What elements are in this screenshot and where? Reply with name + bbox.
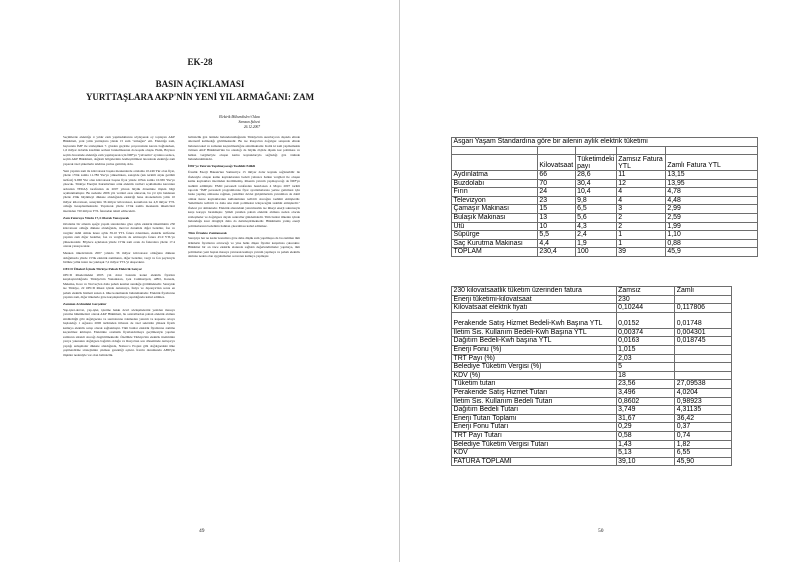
row-label: KDV (%) <box>452 371 617 380</box>
row-label: Enerji Tutarı Toplamı <box>452 414 617 423</box>
row-label: Süpürge <box>452 231 538 240</box>
table-row <box>452 449 732 458</box>
row-label: Bulaşık Makinası <box>452 213 538 222</box>
table-cell: 0,117806 <box>675 304 732 313</box>
invoice-breakdown-table <box>451 286 732 466</box>
table-row <box>452 188 758 197</box>
table-row <box>452 337 732 346</box>
page-number: 49 <box>199 528 205 534</box>
row-label: Fırın <box>452 188 538 197</box>
title-line-2: YURTTAŞLARA AKP'NİN YENİ YIL ARMAĞANI: ZAM <box>85 92 315 102</box>
byline-place: Samsun Şubesi <box>238 120 260 124</box>
table-cell: 0,37 <box>675 423 732 432</box>
column-header: Kilovatsaat <box>537 155 575 171</box>
table-header-row <box>452 287 732 296</box>
row-label: Dağıtım Bedeli Tutarı <box>452 406 617 415</box>
row-label: Buzdolabı <box>452 179 538 188</box>
section-heading: Zam Faturaya Yüzde 17,4 Olarak Yansıyacak <box>63 215 130 220</box>
table-row <box>452 363 732 372</box>
empty-cell <box>537 147 575 155</box>
table-cell: 1,43 <box>616 440 675 449</box>
text-column-left <box>63 135 175 535</box>
table-cell: 13 <box>537 213 575 222</box>
column-header: Tüketimdeki payı <box>577 156 615 170</box>
table-cell: 70 <box>537 179 575 188</box>
row-label: TRT Payı (%) <box>452 354 617 363</box>
table-row <box>452 414 732 423</box>
table-cell: 1,99 <box>665 222 757 231</box>
title-line-1: BASIN AÇIKLAMASI <box>155 79 245 89</box>
table-cell: 10,4 <box>575 188 616 197</box>
table-cell: 4,78 <box>665 188 757 197</box>
byline-org: Elektrik Mühendisleri Odası <box>219 115 260 119</box>
table-cell <box>675 371 732 380</box>
row-label: Enerji tüketimi-kilovatsaat <box>452 295 617 304</box>
section-heading: İMF'ye Yatırım Yapılmayacağı Taahhüt Edildi <box>188 164 256 169</box>
body-paragraph: Seçimlerde elektriğe 4 yıldır zam yapmadıklarını söyleyerek oy toplayan AKP Hükümeti, yeni yılda yurttaşlara yüzde 15 zam "armağan" etti. Elektriğe zam, başvurula İMF ile sözleştiken 7. gözden geçirme çerçevesinde karara bağlanırken, 1,6 milyar dolarlık kredinin serbest bırakılmasının da koşulu oluştu. Ekim, Böylece seçim öncesinde elektriğe zam yapmayarak için İMF'ye "yalvarma" ayrıntısı sadece, seçim AKP Hükümeti, dağıtım bölgelerinin özelleştirilmesi öncesinde elektriğe zam yaparak özel şirketlerin talebine yerine getirmiş oldu. <box>63 135 175 166</box>
table-cell: 39 <box>616 248 665 257</box>
table-cell: 0,88 <box>665 239 757 248</box>
body-paragraph: Yeni yapılan zam ile kilovatsaat başına meskenlerde ortalama 10.246 Ykr olan fiyat, yüzde 15'lik zamla 11.786 Ykr'ye yükselirken, sanayide (tek terimli alçak gerilim tarifesi) 9.968 Ykr olan kilovatsaat başına fiyat yüzde 10'luk zamla 10.965 Ykr'ye çıkacak. Türkiye Enerjisi Kurumu'nun artık elektrik verileri açıklamama kararının ardından TEDAŞ tarafından da 2007 yılının büyük dönemine ilişkin bilgi açıklanmamıştır. Bu nedenle 2006 yılı verileri esas alınacak, bu yıl için beklenen yüzde 4'lük büyümeyi dikkate alındığında elektriği hane abonelerinin yılda 10 milyar kilovatsaat, sanayinin 36 milyar kilovatsaat, konutların ise 4,8 milyar YTL olduğu hesaplanmaktadır. Yapılacak yüzde 15'lik zamla meskenin tüketicileri üzerinden 720 milyon YTL faturadan tahsil edilecektir. <box>63 168 175 213</box>
row-label: TOPLAM <box>452 248 538 257</box>
table-cell: 4,3 <box>575 222 616 231</box>
table-cell: 23,56 <box>616 380 675 389</box>
table-row <box>452 171 758 180</box>
column-header <box>452 155 538 171</box>
table-row <box>452 388 732 397</box>
body-paragraph: OECD ülkelerindeki 2005 yılı dolar bazında konut elektrik fiyatları karşılaştırıldığında Türkiye'nin Yunanistan, Çek Cumhuriyeti, ABD, Kanada, Meksika, Kore ve Norveç'ten daha pahalı kesmet sunduğu görülmektedir. Sanayide ise Türkiye, 22 OECD ülkesi içinde Avusturya, İtalya ve Japonya'dan sonra en pahalı elektrik hizmeti sunan 4. ülke konumunda bulunmaktadır. Elektrik fiyatlarına yapılan zam, diğer ülkelerle göre karşılaştırmaya yapıldığında kabul edilmez. <box>63 272 175 300</box>
row-label: Perakende Satış Hizmet Tutarı <box>452 388 617 397</box>
table-cell: 2,99 <box>665 205 757 214</box>
row-label: FATURA TOPLAMI <box>452 457 617 466</box>
table-cell: 230,4 <box>537 248 575 257</box>
table-cell: 3,496 <box>616 388 675 397</box>
table-row <box>452 312 732 328</box>
table-cell: 1 <box>616 231 665 240</box>
column-header: Zamlı <box>675 287 732 296</box>
table-cell: 0,01748 <box>675 312 732 328</box>
table-row <box>452 371 732 380</box>
table-cell: 13,95 <box>665 179 757 188</box>
table-cell: 1,9 <box>575 239 616 248</box>
table-cell: 15 <box>537 205 575 214</box>
table-cell: 3,749 <box>616 406 675 415</box>
table-cell: 45,90 <box>675 457 732 466</box>
table-cell: 23 <box>537 196 575 205</box>
table-cell: 11 <box>616 171 665 180</box>
table-row <box>452 431 732 440</box>
row-label: Televizyon <box>452 196 538 205</box>
table-cell: 5 <box>616 363 675 372</box>
column-header: Zamsız Fatura YTL <box>616 155 665 171</box>
row-label: Enerji Fonu Tutarı <box>452 423 617 432</box>
row-label: Belediye Tüketim Vergisi Tutarı <box>452 440 617 449</box>
table-cell: 0,29 <box>616 423 675 432</box>
table-row <box>452 380 732 389</box>
table-cell: 5,5 <box>537 231 575 240</box>
table-cell: 27,09538 <box>675 380 732 389</box>
row-label: İletim Sis. Kullanım Bedeli Tutarı <box>452 397 617 406</box>
byline-date: 26.12.2007 <box>243 125 260 129</box>
table-cell: 1 <box>616 239 665 248</box>
row-label: Ütü <box>452 222 538 231</box>
table-cell: 4,31135 <box>675 406 732 415</box>
table-cell: 2,4 <box>575 231 616 240</box>
table-cell: 230 <box>616 295 675 304</box>
empty-cell <box>616 147 665 155</box>
table-cell: 13,15 <box>665 171 757 180</box>
section-heading: Zammın Ardındaki Gerçekler <box>63 302 107 307</box>
table-cell: 24 <box>537 188 575 197</box>
table-cell: 0,74 <box>675 431 732 440</box>
table-cell: 0,0163 <box>616 337 675 346</box>
row-label: KDV <box>452 449 617 458</box>
body-paragraph: Yap-işlet-devret, yap-işlet, işletme hakkı devri sözleşmelerini yeniden masaya yatırma hükümetleri olarak AKP Hükümeti, bu santrallardan pahalı elektrik alımını sürdürdüğü gibi doğalgazına ve santralarına ödemeden yatırım ve kapasite ortaya başlandığı 1 Ağustos 2006 tarihinden itibaren de özel sektörün yüksek fiyatlı kamuya elektrik satışı olarak sağlanmıştır. Tüm bunlar elektrik fiyatlarına zamma kaçınılmaz kılmıştır. Elektrikte otomatik fiyatlandırmaya geçilmesiyle yapılan zamların sürekli olacağı öngörülmektedir. Özellikle Türkiye'nin elektrik üretiminin yarıya yakınının doğalgaza bağımlı olduğu ve Rusya'nın son döneminde Avrupa'ya yaptığı anlaşmalar dikkate alındığında, Nabucco Projesi gibi doğalgazdaki ülke çeşitlendirme stratejisinin çıkması gerektiği açıktır. İran'ın durumunda ABD'yle ilişkiler nedeniyle var olan belirsizlik. <box>63 308 175 357</box>
row-label: Kilovatsaat elektrik fiyatı <box>452 304 617 313</box>
table-cell: 45,9 <box>665 248 757 257</box>
table-cell: 5,13 <box>616 449 675 458</box>
table-cell: 12 <box>616 179 665 188</box>
table-row <box>452 179 758 188</box>
table-row <box>452 423 732 432</box>
table-cell: 66 <box>537 171 575 180</box>
table-cell: 6,55 <box>675 449 732 458</box>
table-spacer-row <box>452 147 758 155</box>
row-label: Çamaşır Makinası <box>452 205 538 214</box>
appliance-consumption-table <box>451 137 758 257</box>
table-cell <box>675 354 732 363</box>
body-paragraph: Üstelik Enerji Bakanı'nın Samsun'ye 15 milyar dolar kaynak sağlanabilir ile ifadesiyle oluşan kamu kaynaklarının bedeli yalnızca halkın vergileri ile oluşan kamu kaynakları üzerinden üretilmemiş, ülkenin yatırım yapmayacağı da İMF'ye taahhüt edilmiştir. EMO personeli tarafından hazırlanan 4 Mayıs 2007 tarihli raporda "İMF personeli programlarına fiyat ayarlamalarına yerine getirmesi için baskı yapmış olmasına rağmen, yetkililer devlet girişimlerinin yatırımları da dahil olmak üzere kaynaklarının kullanımının tedbirli olacağını taahhüt etmişlerdir. Yetkililerin tedbirli ve daha sıkı mali politikalar izleyeceğini taahhüt etmişlerdir." ifadesi yer almaktadır. Elektrik alanındaki yatırımsızlık ise ülkeyi enerji sıkıntısıyla karşı karşıya bırakmıştır. Şimdi yeniden pahalı elektrik alımına neden olacak sözleşmeler ve doğalgaza dayalı santraller gündemdedir. Tüm bunlar ülkenin içinde bulunduğu kısır döngüyü daha da derinleştirmektedir. Hükümetin yanlış enerji politikalarının bedelinin halktan çıkarılması kabul edilemez. <box>188 170 300 228</box>
table-cell: 2 <box>616 222 665 231</box>
row-label: TRT Payı Tutarı <box>452 431 617 440</box>
table-cell: 1,015 <box>616 345 675 354</box>
page-number: 50 <box>598 528 604 534</box>
table-cell: 0,018745 <box>675 337 732 346</box>
table-cell: 1,82 <box>675 440 732 449</box>
table-cell <box>675 345 732 354</box>
empty-cell <box>452 147 538 155</box>
table-cell: 4 <box>616 196 665 205</box>
table-cell: 0,0152 <box>616 312 675 328</box>
empty-cell <box>575 147 616 155</box>
table-row <box>452 328 732 337</box>
table-row <box>452 213 758 222</box>
table-row <box>452 222 758 231</box>
table-row <box>452 196 758 205</box>
row-label: Aydınlatma <box>452 171 538 180</box>
table-row <box>452 397 732 406</box>
table-cell: 0,004301 <box>675 328 732 337</box>
table-cell: 31,67 <box>616 414 675 423</box>
byline <box>219 115 260 130</box>
table-cell: 2 <box>616 213 665 222</box>
table-cell: 5,6 <box>575 213 616 222</box>
table-cell: 30,4 <box>575 179 616 188</box>
table-row <box>452 354 732 363</box>
body-paragraph: Ortalama bir ailenin aşağıt yaşam standardına göre aylık elektrik tüketiminin 230 kilovatsaat olduğu dikkate alındığında, mevcut durumda diğer bedeller, fon ve vergiler dahil olmak üzere aylık 39.10 YTL fatura ödenirken, elektrik tarifesine yapılan zam diğer bedeller, fon ve vergilerin de artmasıyla fatura 45.9 YTL'ye yükselecektir. Böylece açıklanan yüzde 15'lik zam oranı da faturalara yüzde 17.4 olarak yansıyacaktır. <box>63 221 175 248</box>
table-caption-row <box>452 138 758 147</box>
table-cell: 1,10 <box>665 231 757 240</box>
table-row <box>452 248 758 257</box>
column-header: 230 kilovatsaatlik tüketim üzerinden fatura <box>452 287 617 296</box>
table-caption: Asgari Yaşam Standardına göre bir ailenin aylık elektrik tüketimi <box>452 138 758 147</box>
appendix-label: EK-28 <box>187 57 213 67</box>
table-cell: 28,6 <box>575 171 616 180</box>
table-row <box>452 231 758 240</box>
table-cell: 2,03 <box>616 354 675 363</box>
table-header-row <box>452 155 758 171</box>
row-label: Enerji Fonu (%) <box>452 345 617 354</box>
table-cell: 39,10 <box>616 457 675 466</box>
row-label: Belediye Tüketim Vergisi (%) <box>452 363 617 372</box>
table-cell: 3 <box>616 205 665 214</box>
row-label: İletim Sis. Kullanım Bedeli-Kwh Başına YTL <box>452 328 617 337</box>
row-label: Tüketim tutarı <box>452 380 617 389</box>
table-cell: 9,8 <box>575 196 616 205</box>
table-cell: 2,59 <box>665 213 757 222</box>
table-cell <box>675 295 732 304</box>
table-cell: 6,5 <box>575 205 616 214</box>
table-row <box>452 304 732 313</box>
table-cell: 4,4 <box>537 239 575 248</box>
table-cell: 36,42 <box>675 414 732 423</box>
table-row <box>452 205 758 214</box>
table-cell: 0,00374 <box>616 328 675 337</box>
text-column-right <box>188 135 300 375</box>
table-cell <box>675 363 732 372</box>
right-page <box>400 0 800 562</box>
table-row <box>452 406 732 415</box>
table-row <box>452 295 732 304</box>
empty-cell <box>665 147 757 155</box>
section-heading: Tüm Örnekte Zamlanacak <box>188 230 227 235</box>
body-paragraph: belirsizlik göz önünde bulundurulduğunda Türkiye'nin Azerbaycan dışında elinde alternatif kalmadığı görülmektedir. Bu ise Rusya'nın doğalgaz satışında elinde bulunan tekel ve zamanın kaçınılmazlığını anlatmaktadır. Kaldı ki zam yapmamakla övünen AKP Hükümeti'nin bu olasılığı da büyük ölçüde dipsik kur politikası ve halkın vergileriyle oluşan kamu kaynaklarıyla sağladığı göz önünde bulundurulmalıdır. <box>188 135 300 162</box>
column-header: Zamlı Fatura YTL <box>665 155 757 171</box>
table-row <box>452 440 732 449</box>
table-cell: 0,58 <box>616 431 675 440</box>
row-label: Saç Kurutma Makinası <box>452 239 538 248</box>
table-cell: 0,8602 <box>616 397 675 406</box>
table-row <box>452 239 758 248</box>
table-cell: 100 <box>575 248 616 257</box>
row-label: Dağıtım Bedeli-Kwh başına YTL <box>452 337 617 346</box>
table-row <box>452 457 732 466</box>
column-header: Zamsız <box>616 287 675 296</box>
row-label: Perakende Satış Hizmet Bedeli-Kwh Başına YTL <box>452 312 617 328</box>
table-cell: 0,10244 <box>616 304 675 313</box>
table-row <box>452 345 732 354</box>
table-cell: 18 <box>616 371 675 380</box>
table-cell: 10 <box>537 222 575 231</box>
table-cell: 4,0204 <box>675 388 732 397</box>
table-cell: 0,98923 <box>675 397 732 406</box>
section-heading: OECD Ülkeleri İçinde Türkiye Pahalı Elektrik Satıyor <box>63 267 143 271</box>
body-paragraph: Sanayiye her ne kadar konutlara göre daha düşük zam yapılmışsa da bu zammın tüm ürünlerin fiyatlarını artıracağı ve yine halkı düşen fiyatlar karşımıza çıkacaktır. Hükümet bir an önce elektrik alanında sağlıklı değerlendirmeler yapmaya, tüm politikaları yeni baştan masaya yatırarak kamuya yatırım yapmaya ve pahalı elektrik alımına neden olan uygulamaları sonveren kamuya yapmıştır. <box>188 236 300 259</box>
table-cell: 4 <box>616 188 665 197</box>
body-paragraph: Mesken tüketicisinin 2007 yılında 36 milyar kilovatsaat olduğunu dikkate aldığımızda yüzde 15'lik elektrik zammının, diğer bedeller, vergi ve fon paylarıyla birlikte yıllık tutarı ise yaklaşık 7,2 milyar YTL'yi ulaşacaktır. <box>63 251 175 264</box>
table-cell: 4,48 <box>665 196 757 205</box>
